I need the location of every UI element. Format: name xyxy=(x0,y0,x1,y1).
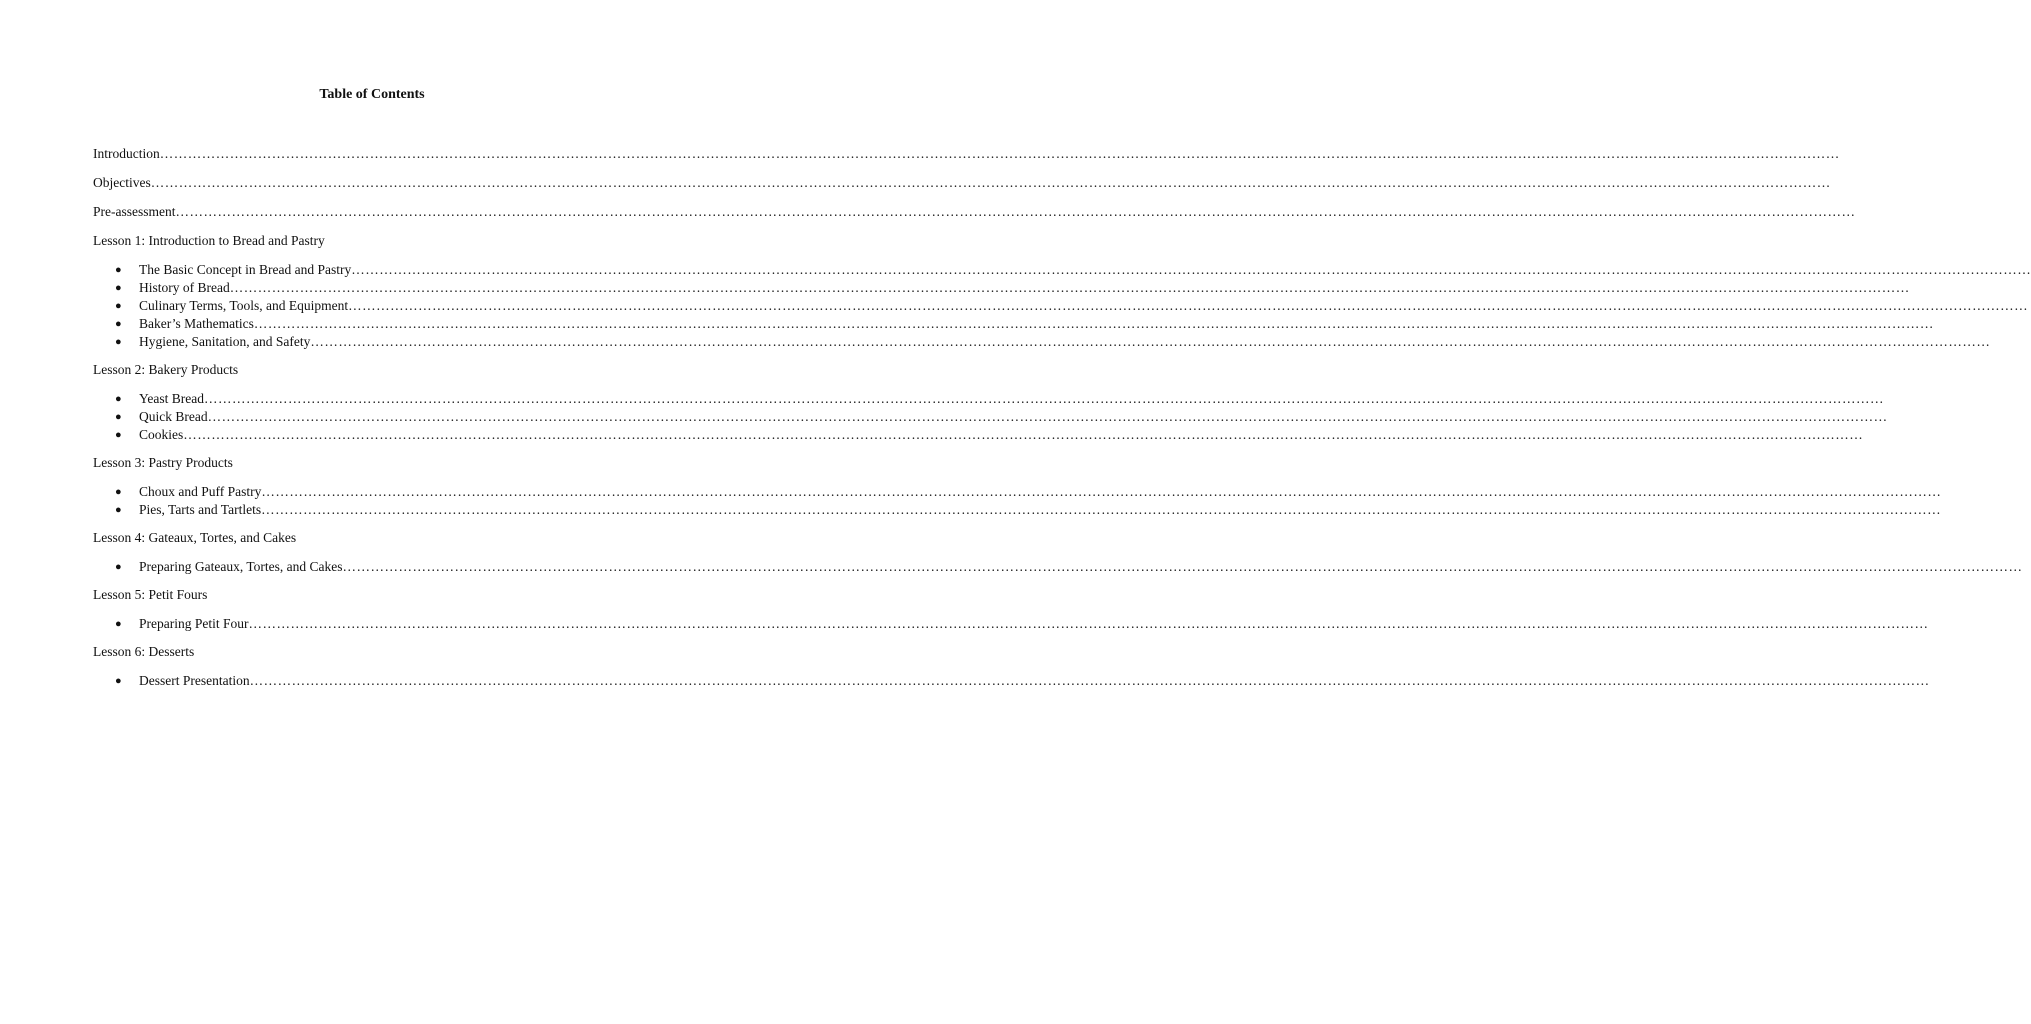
toc-subentry xyxy=(139,333,1991,351)
dot-leader: ……………………………………………………………………………………………………………………………………………………………………………………………………………………………………………………………………………………………………………………………… xyxy=(342,559,2023,574)
toc-subentry-label: Preparing Petit Four xyxy=(139,616,249,631)
lesson-heading: Lesson 2: Bakery Products xyxy=(93,362,239,377)
list-item xyxy=(93,558,2023,576)
list-item xyxy=(93,315,1934,333)
bullet-icon: ● xyxy=(115,411,122,423)
list-item xyxy=(93,483,1942,501)
toc-subentry xyxy=(139,483,1942,501)
bullet-icon: ● xyxy=(115,618,122,630)
bullet-icon: ● xyxy=(115,282,122,294)
page-title: Table of Contents xyxy=(319,87,425,102)
toc-entry xyxy=(93,174,1831,192)
toc-subentry-label: Pies, Tarts and Tartlets xyxy=(139,502,262,517)
dot-leader: ……………………………………………………………………………………………………………………………………………………………………………………………………………………………………………………………………………………………………………………………… xyxy=(183,427,1864,442)
toc-subentry xyxy=(139,615,1929,633)
dot-leader: ……………………………………………………………………………………………………………………………………………………………………………………………………………………………………………………………………………………………………………………………… xyxy=(248,616,1929,631)
toc-subentry-label: Culinary Terms, Tools, and Equipment xyxy=(139,298,349,313)
dot-leader: ……………………………………………………………………………………………………………………………………………………………………………………………………………………………………………………………………………………………………………………………… xyxy=(159,146,1840,161)
bullet-icon: ● xyxy=(115,318,122,330)
toc-subentry xyxy=(139,408,1888,426)
toc-subentry xyxy=(139,315,1934,333)
toc-entry-label: Objectives xyxy=(93,175,151,190)
dot-leader: ……………………………………………………………………………………………………………………………………………………………………………………………………………………………………………………………………………………………………………………………… xyxy=(261,484,1942,499)
lesson-topic-list xyxy=(93,483,1942,519)
toc-subentry-label: Preparing Gateaux, Tortes, and Cakes xyxy=(139,559,343,574)
lesson-topic-list xyxy=(93,615,1929,633)
toc-subentry-label: Dessert Presentation xyxy=(139,673,250,688)
toc-subentry xyxy=(139,558,2023,576)
bullet-icon: ● xyxy=(115,561,122,573)
bullet-icon: ● xyxy=(115,675,122,687)
toc-subentry xyxy=(139,672,1930,690)
toc-subentry xyxy=(139,390,1884,408)
table-of-contents xyxy=(93,145,2031,700)
lesson-topic-list xyxy=(93,390,1888,444)
list-item xyxy=(93,672,1930,690)
bullet-icon: ● xyxy=(115,504,122,516)
toc-subentry-label: Hygiene, Sanitation, and Safety xyxy=(139,334,311,349)
lesson-topic-list xyxy=(93,558,2023,576)
toc-entry-label: Pre-assessment xyxy=(93,204,176,219)
lesson-topic-list xyxy=(93,261,2031,351)
dot-leader: ……………………………………………………………………………………………………………………………………………………………………………………………………………………………………………………………………………………………………………………………… xyxy=(310,334,1991,349)
bullet-icon: ● xyxy=(115,300,122,312)
toc-subentry-label: History of Bread xyxy=(139,280,230,295)
bullet-icon: ● xyxy=(115,393,122,405)
toc-subentry xyxy=(139,297,2029,315)
lesson-heading: Lesson 1: Introduction to Bread and Pastry xyxy=(93,233,325,248)
dot-leader: ……………………………………………………………………………………………………………………………………………………………………………………………………………………………………………………………………………………………………………………………… xyxy=(348,298,2029,313)
toc-entry-label: Introduction xyxy=(93,146,160,161)
bullet-icon: ● xyxy=(115,264,122,276)
list-item xyxy=(93,333,1991,351)
dot-leader: ……………………………………………………………………………………………………………………………………………………………………………………………………………………………………………………………………………………………………………………………… xyxy=(249,673,1930,688)
lesson-heading: Lesson 6: Desserts xyxy=(93,644,195,659)
list-item xyxy=(93,501,1942,519)
toc-subentry-label: Baker’s Mathematics xyxy=(139,316,254,331)
list-item xyxy=(93,297,2029,315)
toc-subentry-label: The Basic Concept in Bread and Pastry xyxy=(139,262,352,277)
bullet-icon: ● xyxy=(115,486,122,498)
list-item xyxy=(93,390,1884,408)
dot-leader: ……………………………………………………………………………………………………………………………………………………………………………………………………………………………………………………………………………………………………………………………… xyxy=(207,409,1888,424)
dot-leader: ……………………………………………………………………………………………………………………………………………………………………………………………………………………………………………………………………………………………………………………………… xyxy=(253,316,1934,331)
list-item xyxy=(93,615,1929,633)
list-item xyxy=(93,261,2031,279)
dot-leader: ……………………………………………………………………………………………………………………………………………………………………………………………………………………………………………………………………………………………………………………………… xyxy=(204,391,1884,406)
bullet-icon: ● xyxy=(115,429,122,441)
lesson-topic-list xyxy=(93,672,1930,690)
toc-subentry-label: Choux and Puff Pastry xyxy=(139,484,262,499)
toc-subentry xyxy=(139,261,2031,279)
toc-subentry xyxy=(139,426,1864,444)
lesson-heading: Lesson 4: Gateaux, Tortes, and Cakes xyxy=(93,530,297,545)
toc-subentry-label: Cookies xyxy=(139,427,184,442)
lesson-heading: Lesson 5: Petit Fours xyxy=(93,587,208,602)
toc-entry xyxy=(93,145,1840,163)
lesson-heading: Lesson 3: Pastry Products xyxy=(93,455,233,470)
toc-subentry-label: Quick Bread xyxy=(139,409,208,424)
list-item xyxy=(93,426,1864,444)
dot-leader: ……………………………………………………………………………………………………………………………………………………………………………………………………………………………………………………………………………………………………………………………… xyxy=(229,280,1910,295)
toc-subentry xyxy=(139,501,1942,519)
dot-leader: ……………………………………………………………………………………………………………………………………………………………………………………………………………………………………………………………………………………………………………………………… xyxy=(261,502,1942,517)
list-item xyxy=(93,279,1910,297)
toc-subentry xyxy=(139,279,1910,297)
bullet-icon: ● xyxy=(115,336,122,348)
dot-leader: ……………………………………………………………………………………………………………………………………………………………………………………………………………………………………………………………………………………………………………………………… xyxy=(351,262,2031,277)
list-item xyxy=(93,408,1888,426)
toc-entry xyxy=(93,203,1856,221)
toc-subentry-label: Yeast Bread xyxy=(139,391,204,406)
dot-leader: ……………………………………………………………………………………………………………………………………………………………………………………………………………………………………………………………………………………………………………………………… xyxy=(150,175,1831,190)
dot-leader: ……………………………………………………………………………………………………………………………………………………………………………………………………………………………………………………………………………………………………………………………… xyxy=(175,204,1856,219)
